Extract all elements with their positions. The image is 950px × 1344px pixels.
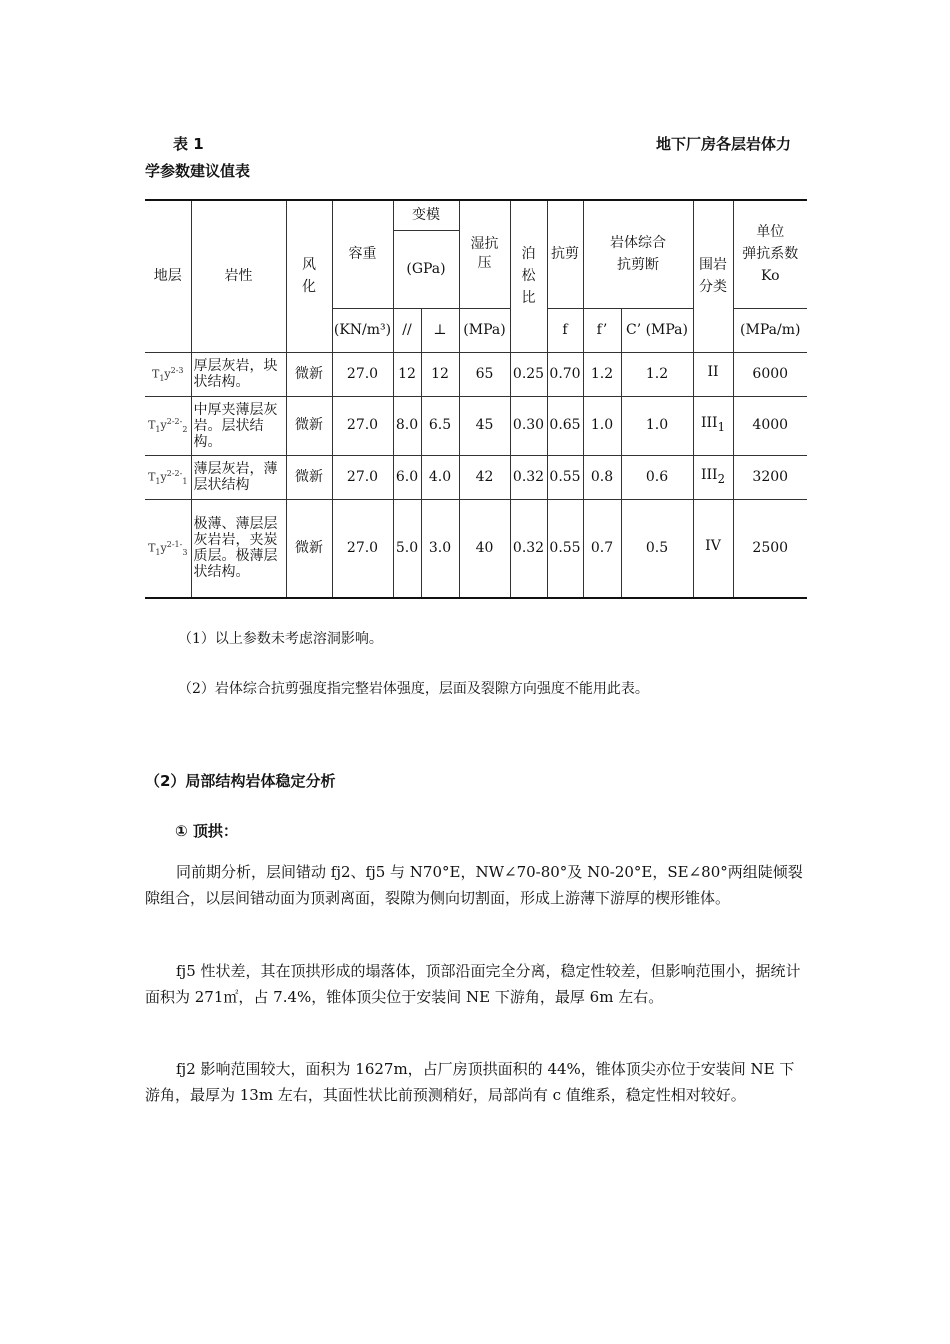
wet-strength: 42	[459, 455, 510, 499]
section-heading: （2）局部结构岩体稳定分析	[145, 772, 336, 790]
shear-f: 0.55	[547, 499, 583, 598]
rock-class: $III_2$	[693, 455, 733, 499]
header-f: f	[547, 308, 583, 352]
shear-f-prime: 1.0	[583, 396, 621, 455]
poisson-ratio: 0.30	[510, 396, 547, 455]
rock-type: 厚层灰岩，块状结构。	[191, 352, 286, 396]
k-value: 2500	[733, 499, 807, 598]
table-title-part1: 地下厂房各层岩体力	[655, 135, 791, 153]
table-row	[145, 396, 807, 455]
wet-strength: 40	[459, 499, 510, 598]
modulus-perp: 12	[421, 352, 459, 396]
shear-f: 0.55	[547, 455, 583, 499]
modulus-parallel: 5.0	[393, 499, 421, 598]
shear-c-prime: 0.5	[621, 499, 693, 598]
header-f-prime: f’	[583, 308, 621, 352]
rock-type: 极薄、薄层层灰岩岩，夹炭质层。极薄层状结构。	[191, 499, 286, 598]
modulus-perp: 6.5	[421, 396, 459, 455]
header-poisson: 泊 松 比	[510, 200, 547, 352]
rock-parameters-table	[145, 199, 807, 599]
table-row	[145, 455, 807, 499]
header-wet-strength: 湿抗 压	[459, 200, 510, 308]
header-c-prime: C’ (MPa)	[621, 308, 693, 352]
rock-class: IV	[693, 499, 733, 598]
layer-code: $T_1y^{2-1-}_3$	[145, 499, 191, 598]
poisson-ratio: 0.25	[510, 352, 547, 396]
header-wet-unit: (MPa)	[459, 308, 510, 352]
modulus-parallel: 8.0	[393, 396, 421, 455]
poisson-ratio: 0.32	[510, 499, 547, 598]
header-class: 围岩 分类	[693, 200, 733, 352]
wet-strength: 45	[459, 396, 510, 455]
weathering: 微新	[286, 455, 332, 499]
shear-c-prime: 1.2	[621, 352, 693, 396]
shear-f-prime: 0.7	[583, 499, 621, 598]
header-modulus-unit: (GPa)	[393, 230, 459, 308]
header-k: 单位 弹抗系数 Ko	[733, 200, 807, 308]
k-value: 4000	[733, 396, 807, 455]
layer-code: $T_1y^{2-3}$	[145, 352, 191, 396]
shear-f-prime: 1.2	[583, 352, 621, 396]
shear-c-prime: 1.0	[621, 396, 693, 455]
rock-type: 中厚夹薄层灰岩。层状结构。	[191, 396, 286, 455]
paragraph-2: fj5 性状差，其在顶拱形成的塌落体，顶部沿面完全分离，稳定性较差，但影响范围小，据统计面积为 271㎡，占 7.4%，锥体顶尖位于安装间 NE 下游角，最厚 6m 左右。	[145, 962, 801, 1006]
paragraph-1: 同前期分析，层间错动 fj2、fj5 与 N70°E，NW∠70-80°及 N0-20°E，SE∠80°两组陡倾裂隙组合，以层间错动面为顶剥离面，裂隙为侧向切割面，形成上游薄下游厚的楔形锥体。	[145, 863, 803, 907]
modulus-perp: 3.0	[421, 499, 459, 598]
modulus-parallel: 12	[393, 352, 421, 396]
header-perp: ⊥	[421, 308, 459, 352]
modulus-parallel: 6.0	[393, 455, 421, 499]
density: 27.0	[332, 352, 393, 396]
modulus-perp: 4.0	[421, 455, 459, 499]
density: 27.0	[332, 396, 393, 455]
layer-code: $T_1y^{2-2-}_1$	[145, 455, 191, 499]
density: 27.0	[332, 499, 393, 598]
k-value: 6000	[733, 352, 807, 396]
shear-c-prime: 0.6	[621, 455, 693, 499]
note-karst: （1）以上参数未考虑溶洞影响。	[178, 631, 383, 647]
header-modulus: 变模	[393, 200, 459, 230]
header-rock: 岩性	[191, 200, 286, 352]
weathering: 微新	[286, 499, 332, 598]
weathering: 微新	[286, 396, 332, 455]
note-strength: （2）岩体综合抗剪强度指完整岩体强度，层面及裂隙方向强度不能用此表。	[178, 681, 649, 697]
k-value: 3200	[733, 455, 807, 499]
poisson-ratio: 0.32	[510, 455, 547, 499]
shear-f: 0.65	[547, 396, 583, 455]
wet-strength: 65	[459, 352, 510, 396]
table-label: 表 1	[173, 135, 204, 153]
subheading-crown: ① 顶拱：	[175, 822, 238, 840]
weathering: 微新	[286, 352, 332, 396]
header-rock-shear: 岩体综合 抗剪断	[583, 200, 693, 308]
header-shear: 抗剪	[547, 200, 583, 308]
header-k-unit: (MPa/m)	[733, 308, 807, 352]
header-weathering: 风 化	[286, 200, 332, 352]
rock-type: 薄层灰岩，薄层状结构	[191, 455, 286, 499]
header-density-unit: (KN/m³)	[332, 308, 393, 352]
shear-f: 0.70	[547, 352, 583, 396]
table-row	[145, 352, 807, 396]
shear-f-prime: 0.8	[583, 455, 621, 499]
layer-code: $T_1y^{2-2-}_2$	[145, 396, 191, 455]
header-parallel: //	[393, 308, 421, 352]
header-layer: 地层	[145, 200, 191, 352]
rock-class: $III_1$	[693, 396, 733, 455]
density: 27.0	[332, 455, 393, 499]
table-title-part2: 学参数建议值表	[145, 162, 251, 180]
table-row	[145, 499, 807, 598]
rock-class: II	[693, 352, 733, 396]
paragraph-3: fj2 影响范围较大，面积为 1627m，占厂房顶拱面积的 44%，锥体顶尖亦位于安装间 NE 下游角，最厚为 13m 左右，其面性状比前预测稍好，局部尚有 c 值维系，稳定性相对较好。	[145, 1060, 795, 1104]
header-density: 容重	[332, 200, 393, 308]
